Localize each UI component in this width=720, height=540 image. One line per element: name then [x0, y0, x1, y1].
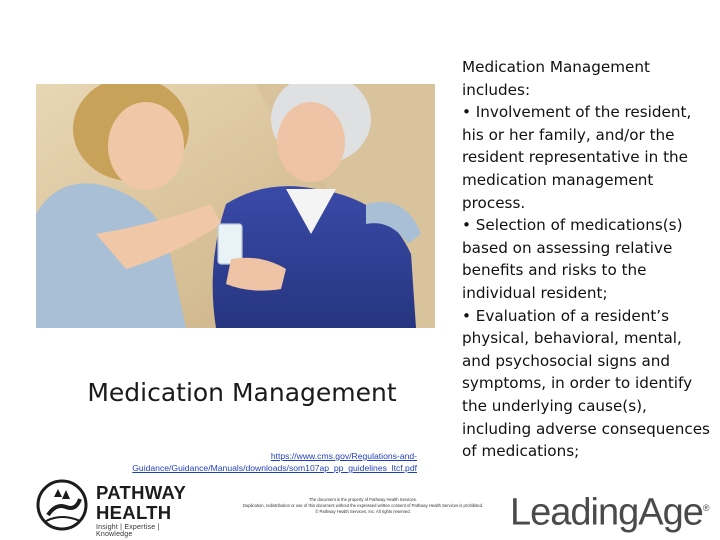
pathway-logo-line2: HEALTH — [96, 502, 172, 523]
pathway-logo-line1: PATHWAY — [96, 482, 187, 503]
footer-fine-print — [222, 497, 504, 516]
pathway-health-wordmark — [96, 483, 196, 538]
leadingage-logo — [510, 484, 709, 534]
body-bullet: • Involvement of the resident, his or her family, and/or the resident representative in the medication management process. — [462, 103, 692, 212]
pathway-logo-tagline: Insight | Expertise | Knowledge — [96, 524, 160, 538]
pathway-emblem-icon — [36, 477, 92, 533]
body-bullet: • Evaluation of a resident’s physical, behavioral, mental, and psychosocial signs and symptoms, in order to identify the underlying cause(s), including adverse consequences of medications; — [462, 306, 710, 461]
fine-print-line: © Pathway Health Services, Inc. All rights reserved. — [315, 509, 411, 515]
registered-mark: ® — [702, 503, 709, 513]
fine-print-line: The document is the property of Pathway Health Services. — [309, 497, 417, 502]
leadingage-text: LeadingAge — [510, 491, 703, 534]
caregiver-photo — [36, 84, 435, 328]
slide-title: Medication Management — [87, 378, 397, 407]
body-text — [462, 56, 714, 463]
body-intro: Medication Management includes: — [462, 58, 650, 99]
reference-link[interactable]: https://www.cms.gov/Regulations-and-Guidance/Guidance/Manuals/downloads/som107ap_pp_guidelines_ltcf.pdf — [132, 451, 417, 473]
body-bullet: • Selection of medications(s) based on assessing relative benefits and risks to the individual resident; — [462, 216, 683, 302]
pathway-health-logo — [36, 477, 196, 538]
leadingage-wordmark — [510, 484, 709, 537]
fine-print-line: Duplication, redistribution or use of this document without the expressed written consent of Pathway Health Services is prohibited. — [242, 503, 484, 509]
